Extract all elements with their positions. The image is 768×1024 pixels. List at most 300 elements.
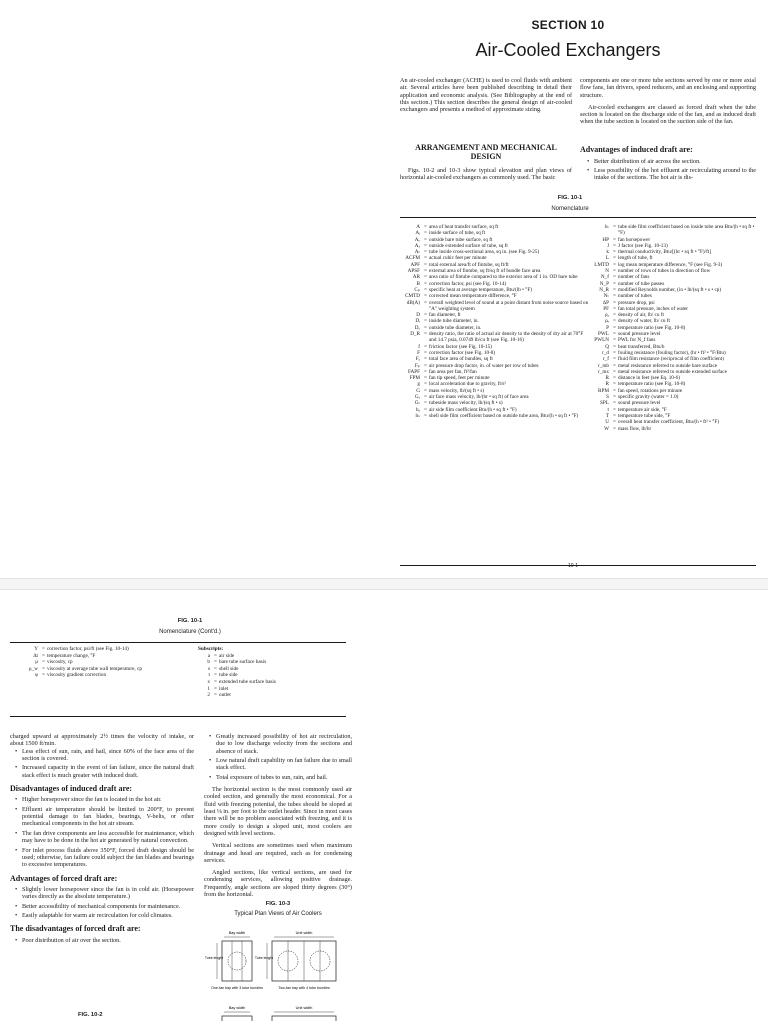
nomenclature-symbol: N_f xyxy=(600,274,609,281)
equals-sign: = xyxy=(613,268,616,275)
equals-sign: = xyxy=(613,419,616,426)
nomenclature-row xyxy=(198,659,346,666)
equals-sign: = xyxy=(613,394,616,401)
nomenclature-definition: mass velocity, lb/(sq ft • s) xyxy=(429,387,485,394)
intro-components-paragraph: components are one or more tube sections served by one or more axial flow fans, fan drivers, speed reducers, and an enclosing and supporting structure. xyxy=(580,77,756,99)
nomenclature-symbol: 2 xyxy=(207,692,210,699)
nomenclature-row xyxy=(10,666,200,673)
nomenclature-symbol: μ_w xyxy=(28,665,38,672)
nomenclature-symbol: F xyxy=(417,349,420,356)
equals-sign: = xyxy=(424,312,427,319)
nomenclature-definition: log mean temperature difference, °F (see Fig. 9-3) xyxy=(618,261,723,268)
nomenclature-definition: shell side film coefficient based on outside tube area, Btu/(h • sq ft • °F) xyxy=(429,412,579,419)
equals-sign: = xyxy=(424,406,427,413)
forced-disadvantages-continued-list xyxy=(204,733,352,781)
nomenclature-row xyxy=(10,659,200,666)
nomenclature-symbol: Dₒ xyxy=(414,324,420,331)
list-item: • Better distribution of air across the section. xyxy=(588,158,756,165)
tube-length-label: Tube length xyxy=(254,956,274,960)
subscripts-block xyxy=(198,646,346,699)
nomenclature-definition: viscosity gradient correction xyxy=(47,672,107,679)
nomenclature-symbol: ΔP xyxy=(602,299,609,306)
nomenclature-definition: metal resistance referred to outside extended surface xyxy=(618,368,727,375)
equals-sign: = xyxy=(424,349,427,356)
nomenclature-definition: temperature air side, °F xyxy=(618,406,667,413)
nomenclature-symbol: μ xyxy=(35,659,38,666)
nomenclature-right-column xyxy=(593,224,756,432)
figure-caption: Nomenclature (Cont'd.) xyxy=(159,629,221,635)
equals-sign: = xyxy=(613,362,616,369)
bay-outline xyxy=(222,941,252,981)
equals-sign: = xyxy=(613,249,616,256)
nomenclature-symbol: RPM xyxy=(598,387,609,394)
nomenclature-definition: extended tube surface basis xyxy=(219,678,276,685)
nomenclature-symbol: f xyxy=(418,343,420,350)
right-text-column xyxy=(204,733,352,898)
nomenclature-definition: density of water, lb/ cu ft xyxy=(618,318,670,325)
nomenclature-symbol: t xyxy=(607,406,609,413)
nomenclature-definition: modified Reynolds number, (in • lb/(sq ft • s • cp) xyxy=(618,286,722,293)
equals-sign: = xyxy=(424,299,427,306)
nomenclature-symbol: N xyxy=(605,268,609,275)
nomenclature-definition: local acceleration due to gravity, ft/s² xyxy=(429,381,506,388)
nomenclature-definition: number of rows of tubes in direction of flow xyxy=(618,268,711,275)
nomenclature-definition: viscosity at average tube wall temperature, cp xyxy=(47,665,142,672)
equals-sign: = xyxy=(214,685,217,692)
equals-sign: = xyxy=(424,381,427,388)
equals-sign: = xyxy=(613,412,616,419)
nomenclature-definition: friction factor (see Fig. 10-15) xyxy=(429,343,492,350)
nomenclature-row xyxy=(198,679,346,686)
nomenclature-symbol: r_mb xyxy=(598,362,609,369)
equals-sign: = xyxy=(613,356,616,363)
induced-disadvantages-list xyxy=(10,796,194,868)
nomenclature-definition: PWL for N_f fans xyxy=(618,337,656,344)
nomenclature-definition: overall weighted level of sound at a point distant from noise source based on "A" weighting system xyxy=(429,299,589,312)
nomenclature-symbol: R xyxy=(605,381,609,388)
nomenclature-definition: fan diameter, ft xyxy=(429,312,461,319)
nomenclature-left-column xyxy=(400,224,591,419)
forced-advantages-list xyxy=(10,886,194,920)
equals-sign: = xyxy=(613,337,616,344)
equals-sign: = xyxy=(613,305,616,312)
nomenclature-definition: sound pressure level xyxy=(618,400,661,407)
nomenclature-symbol: Aₜ xyxy=(414,249,420,256)
nomenclature-symbol: Q xyxy=(605,343,609,350)
equals-sign: = xyxy=(613,280,616,287)
nomenclature-symbol: Nₜ xyxy=(603,293,609,300)
nomenclature-definition: bare tube surface basis xyxy=(219,659,267,666)
nomenclature-definition: air face mass velocity, lb/(hr • sq ft) of face area xyxy=(429,394,529,401)
equals-sign: = xyxy=(42,665,45,672)
nomenclature-row xyxy=(10,653,200,660)
list-item: • Total exposure of tubes to sun, rain, and hail. xyxy=(210,774,352,781)
subscripts-heading: Subscripts: xyxy=(198,646,224,652)
angled-section-paragraph: Angled sections, like vertical sections, are used for condensing services, allowing positive drainage. Frequently, angle sections are sloped thirty degrees (30°) from the horizontal. xyxy=(204,869,352,899)
nomenclature-definition: J factor (see Fig. 10-13) xyxy=(618,242,668,249)
bay-width-label: Bay width xyxy=(228,931,246,935)
equals-sign: = xyxy=(424,375,427,382)
nomenclature-symbol: D xyxy=(416,312,420,319)
equals-sign: = xyxy=(424,230,427,237)
nomenclature-symbol: Aᵢ xyxy=(415,230,420,237)
nomenclature-symbol: b xyxy=(207,659,210,666)
induced-advantages-heading: Advantages of induced draft are: xyxy=(580,145,693,154)
nomenclature-definition: fan total pressure, inches of water xyxy=(618,305,689,312)
bay-width-label: Bay width xyxy=(228,1006,246,1010)
nomenclature-symbol: t xyxy=(208,672,210,679)
nomenclature-definition: tube inside cross-sectional area, sq in. (see Fig. 9-25) xyxy=(429,249,540,256)
nomenclature-symbol: Gₐ xyxy=(414,394,420,401)
equals-sign: = xyxy=(424,236,427,243)
nomenclature-definition: tubeside mass velocity, lb/(sq ft • s) xyxy=(429,400,503,407)
nomenclature-definition: outside bare tube surface, sq ft xyxy=(429,236,493,243)
air-cooler-plan-diagram xyxy=(200,929,356,1021)
nomenclature-definition: correction factor, psi/ft (see Fig. 10-14) xyxy=(47,646,129,652)
nomenclature-definition: metal resistance referred to outside bare surface xyxy=(618,362,718,369)
nomenclature-definition: fouling resistance (fouling factor), (hr • ft² • °F/Btu) xyxy=(618,349,726,356)
nomenclature-symbol: Aₓ xyxy=(414,242,420,249)
nomenclature-row xyxy=(10,646,200,653)
list-item: • Poor distribution of air over the section. xyxy=(16,937,194,944)
nomenclature-symbol: APSF xyxy=(407,268,420,275)
equals-sign: = xyxy=(42,672,45,679)
nomenclature-row xyxy=(400,331,591,344)
nomenclature-definition: actual cubic feet per minute xyxy=(429,255,487,262)
equals-sign: = xyxy=(424,387,427,394)
equals-sign: = xyxy=(214,672,217,679)
nomenclature-symbol: ρₑ xyxy=(605,318,609,325)
nomenclature-definition: correction factor (see Fig. 10-8) xyxy=(429,349,496,356)
equals-sign: = xyxy=(214,678,217,685)
equals-sign: = xyxy=(613,224,616,230)
nomenclature-symbol: k xyxy=(606,249,609,256)
nomenclature-definition: outlet xyxy=(219,692,231,699)
list-item: • The fan drive components are less accessible for maintenance, which may have to be done in the hot air generated by natural convection. xyxy=(16,830,194,845)
nomenclature-symbol: U xyxy=(605,419,609,426)
induced-disadvantages-heading: Disadvantages of induced draft are: xyxy=(10,783,133,793)
nomenclature-symbol: x xyxy=(207,678,210,685)
nomenclature-continued-table xyxy=(10,642,346,717)
nomenclature-definition: viscosity, cp xyxy=(47,659,73,666)
equals-sign: = xyxy=(613,331,616,338)
equals-sign: = xyxy=(424,280,427,287)
equals-sign: = xyxy=(424,318,427,325)
nomenclature-row xyxy=(198,672,346,679)
figure-label: FIG. 10-3 xyxy=(265,901,291,907)
equals-sign: = xyxy=(214,659,217,666)
figure-label: FIG. 10-1 xyxy=(557,195,583,201)
list-item: • Less possibility of the hot effluent air recirculating around to the intake of the sections. The hot air is dis- xyxy=(588,167,756,182)
list-item: • Less effect of sun, rain, and hail, since 60% of the face area of the section is covered. xyxy=(16,748,194,763)
nomenclature-symbol: D_R xyxy=(410,331,420,338)
list-item: • Slightly lower horsepower since the fan is in cold air. (Horsepower varies directly as the absolute temperature.) xyxy=(16,886,194,901)
nomenclature-symbol: Gₜ xyxy=(414,400,420,407)
equals-sign: = xyxy=(42,652,45,659)
equals-sign: = xyxy=(424,412,427,419)
left-text-column xyxy=(10,733,194,946)
figure-caption: Typical Plan Views of Air Coolers xyxy=(234,911,322,917)
equals-sign: = xyxy=(214,652,217,659)
equals-sign: = xyxy=(613,324,616,331)
one-fan-bay xyxy=(205,931,263,990)
equals-sign: = xyxy=(424,394,427,401)
equals-sign: = xyxy=(613,236,616,243)
nomenclature-definition: temperature ratio (see Fig. 10-8) xyxy=(618,381,686,388)
two-fan-bay-caption: Two-fan bay with 4 tube bundles xyxy=(278,986,330,990)
nomenclature-row xyxy=(198,686,346,693)
figure-label: FIG. 10-2 xyxy=(78,1012,103,1018)
nomenclature-definition: sound pressure level xyxy=(618,331,661,338)
nomenclature-definition: pressure drop, psi xyxy=(618,299,655,306)
nomenclature-symbol: Δt xyxy=(33,652,38,659)
nomenclature-symbol: dB(A) xyxy=(406,299,420,306)
nomenclature-row xyxy=(198,692,346,699)
nomenclature-symbol: Cₚ xyxy=(414,286,420,293)
nomenclature-symbol: FAPF xyxy=(407,368,420,375)
nomenclature-definition: total external area/ft of fintube, sq ft/ft xyxy=(429,261,509,268)
nomenclature-symbol: S xyxy=(606,394,609,401)
nomenclature-symbol: P xyxy=(606,324,609,331)
nomenclature-definition: external area of fintube, sq ft/sq ft of bundle face area xyxy=(429,268,541,275)
equals-sign: = xyxy=(424,261,427,268)
equals-sign: = xyxy=(424,343,427,350)
nomenclature-symbol: J xyxy=(606,242,609,249)
page-divider xyxy=(0,578,768,590)
list-item: • Effluent air temperature should be limited to 200°F, to prevent potential damage to fan blades, bearings, V-belts, or other mechanical components in the hot air stream. xyxy=(16,806,194,828)
nomenclature-definition: inside surface of tube, sq ft xyxy=(429,230,486,237)
equals-sign: = xyxy=(613,343,616,350)
nomenclature-definition: air side film coefficient Btu/(h • sq ft • °F) xyxy=(429,406,517,413)
nomenclature-symbol: HP xyxy=(602,236,609,243)
nomenclature-definition: inside tube diameter, in. xyxy=(429,318,479,325)
nomenclature-symbol: g xyxy=(417,381,420,388)
forced-disadvantages-heading: The disadvantages of forced draft are: xyxy=(10,924,141,934)
list-item: • Easily adaptable for warm air recirculation for cold climates. xyxy=(16,912,194,919)
two-fan-bay xyxy=(255,931,336,990)
equals-sign: = xyxy=(424,324,427,331)
equals-sign: = xyxy=(613,318,616,325)
nomenclature-definition: outside extended surface of tube, sq ft xyxy=(429,242,508,249)
fan-outline xyxy=(228,952,246,970)
unit-width-label: Unit width xyxy=(295,931,313,935)
equals-sign: = xyxy=(424,368,427,375)
nomenclature-symbol: B xyxy=(416,280,420,287)
nomenclature-definition: tube side xyxy=(219,672,238,679)
equals-sign: = xyxy=(613,406,616,413)
equals-sign: = xyxy=(424,274,427,281)
nomenclature-definition: density ratio, the ratio of actual air density to the density of dry air at 70°F and 14.7 psia, 0.0749 lb/cu ft (see Fig. 10-16) xyxy=(429,331,584,344)
equals-sign: = xyxy=(424,242,427,249)
list-item: • Low natural draft capability on fan failure due to small stack effect. xyxy=(210,757,352,772)
nomenclature-symbol: G xyxy=(416,387,420,394)
tube-length-label: Tube length xyxy=(204,956,224,960)
vertical-section-paragraph: Vertical sections are sometimes used when maximum drainage and head are required, such as for condensing services. xyxy=(204,842,352,864)
arrangement-heading: ARRANGEMENT AND MECHANICAL DESIGN xyxy=(415,143,557,161)
nomenclature-symbol: L xyxy=(605,255,609,262)
nomenclature-definition: air side xyxy=(219,652,235,659)
equals-sign: = xyxy=(613,400,616,407)
nomenclature-definition: outside tube diameter, in. xyxy=(429,324,482,331)
equals-sign: = xyxy=(424,268,427,275)
nomenclature-definition: number of fans xyxy=(618,274,650,281)
lower-diagram-partial xyxy=(222,1006,336,1021)
nomenclature-definition: corrected mean temperature difference, °F xyxy=(429,293,517,300)
equals-sign: = xyxy=(613,349,616,356)
nomenclature-definition: correction factor, psi (see Fig. 10-14) xyxy=(429,280,507,287)
list-item: • Better accessibility of mechanical components for maintenance. xyxy=(16,903,194,910)
equals-sign: = xyxy=(424,356,427,363)
nomenclature-definition: temperature ratio (see Fig. 10-8) xyxy=(618,324,686,331)
nomenclature-symbol: Fₐ xyxy=(415,356,420,363)
page-10-2 xyxy=(0,590,768,1024)
nomenclature-row xyxy=(10,672,200,679)
intro-right-column xyxy=(580,77,756,126)
nomenclature-symbol: A xyxy=(416,224,420,230)
nomenclature-symbol: ρₐ xyxy=(604,312,609,319)
nomenclature-symbol: r_mx xyxy=(598,368,609,375)
equals-sign: = xyxy=(424,255,427,262)
equals-sign: = xyxy=(424,224,427,230)
equals-sign: = xyxy=(424,286,427,293)
nomenclature-symbol: T xyxy=(605,412,609,419)
equals-sign: = xyxy=(424,362,427,369)
equals-sign: = xyxy=(214,692,217,699)
nomenclature-symbol: hₐ xyxy=(415,406,420,413)
nomenclature-definition: temperature change, °F xyxy=(47,652,96,659)
nomenclature-symbol: Fₚ xyxy=(414,362,420,369)
nomenclature-symbol: SPL xyxy=(600,400,609,407)
equals-sign: = xyxy=(42,659,45,666)
equals-sign: = xyxy=(613,425,616,432)
equals-sign: = xyxy=(424,400,427,407)
nomenclature-row xyxy=(593,426,756,432)
nomenclature-row xyxy=(400,413,591,419)
list-item: • Increased capacity in the event of fan failure, since the natural draft stack effect is much greater with induced draft. xyxy=(16,764,194,779)
nomenclature-symbol: s xyxy=(207,665,210,672)
nomenclature-row xyxy=(593,224,756,237)
nomenclature-symbol: r_d xyxy=(602,349,609,356)
nomenclature-definition: area of heat transfer surface, sq ft xyxy=(429,224,499,230)
intro-paragraph: An air-cooled exchanger (ACHE) is used to cool fluids with ambient air. Several articles have been published describing in detail their application and economic analysis. (See Bibliography at the end of this section.) This section describes the general design of air-cooled exchangers and presents a method of approximate sizing. xyxy=(400,77,572,114)
nomenclature-symbol: R xyxy=(605,375,609,382)
equals-sign: = xyxy=(613,381,616,388)
forced-disadvantages-list xyxy=(10,937,194,944)
nomenclature-definition: fan tip speed, feet per minute xyxy=(429,375,490,382)
nomenclature-definition: temperature tube side, °F xyxy=(618,412,671,419)
subscripts-list xyxy=(198,653,346,699)
nomenclature-definition: area ratio of fintube compared to the exterior area of 1 in. OD bare tube xyxy=(429,274,578,281)
list-item: • For inlet process fluids above 350°F, forced draft design should be used; otherwise, fan failure could subject the fan blades and bearings to excessive temperatures. xyxy=(16,847,194,869)
equals-sign: = xyxy=(613,293,616,300)
nomenclature-symbol: ACFM xyxy=(405,255,420,262)
nomenclature-symbol: LMTD xyxy=(594,261,609,268)
nomenclature-symbol: AR xyxy=(412,274,420,281)
nomenclature-row xyxy=(198,666,346,673)
equals-sign: = xyxy=(42,646,45,652)
equals-sign: = xyxy=(613,255,616,262)
page-number: 10-1 xyxy=(568,563,579,569)
intro-classes-paragraph: Air-cooled exchangers are classed as forced draft when the tube section is located on the discharge side of the fan, and as induced draft when the tube section is located on the suction side of the fan. xyxy=(580,103,756,126)
equals-sign: = xyxy=(424,293,427,300)
equals-sign: = xyxy=(424,331,427,338)
figure-label: FIG. 10-1 xyxy=(177,618,203,624)
nomenclature-table xyxy=(400,217,756,566)
nomenclature-definition: tube side film coefficient based on inside tube area Btu/(h • sq ft • °F) xyxy=(618,224,755,237)
nomenclature-definition: number of tubes xyxy=(618,293,652,300)
nomenclature-symbol: hₜ xyxy=(604,224,609,230)
induced-advantages-list xyxy=(588,158,756,183)
nomenclature-definition: mass flow, lb/hr xyxy=(618,425,652,432)
unit-width-label: Unit width xyxy=(295,1006,313,1010)
nomenclature-symbol: PF xyxy=(603,305,609,312)
nomenclature-definition: specific heat at average temperature, Btu/(lb • °F) xyxy=(429,286,532,293)
nomenclature-symbol: PWLN xyxy=(594,337,609,344)
nomenclature-definition: fan speed, rotations per minute xyxy=(618,387,683,394)
nomenclature-symbol: N_P xyxy=(599,280,609,287)
carryover-paragraph: charged upward at approximately 2½ times the velocity of intake, or about 1500 ft/min. xyxy=(10,733,194,748)
equals-sign: = xyxy=(613,312,616,319)
equals-sign: = xyxy=(613,299,616,306)
nomenclature-definition: total face area of bundles, sq ft xyxy=(429,356,493,363)
nomenclature-symbol: W xyxy=(604,425,609,432)
nomenclature-symbol: PWL xyxy=(598,331,609,338)
nomenclature-symbol: CMTD xyxy=(405,293,420,300)
equals-sign: = xyxy=(424,249,427,256)
nomenclature-symbol: r_f xyxy=(602,356,609,363)
nomenclature-definition: specific gravity (water = 1.0) xyxy=(618,394,679,401)
nomenclature-definition: heat transferred, Btu/h xyxy=(618,343,665,350)
nomenclature-symbol: FPM xyxy=(409,375,420,382)
nomenclature-row xyxy=(400,300,591,313)
nomenclature-symbol: Aₒ xyxy=(414,236,420,243)
horizontal-section-paragraph: The horizontal section is the most commonly used air cooled section, and generally the most economical. For a fluid with freezing potential, the tubes should be sloped at least ⅛ in. per foot to the outlet header. Since in most cases there will be no problem associated with freezing, and it is more costly to design a sloped unit, most coolers are designed with level sections. xyxy=(204,786,352,837)
arrangement-paragraph: Figs. 10-2 and 10-3 show typical elevation and plan views of horizontal air-cooled exchangers as commonly used. The basic xyxy=(400,167,572,182)
nomenclature-continued-left xyxy=(10,646,200,679)
nomenclature-definition: shell side xyxy=(219,665,239,672)
nomenclature-symbol: a xyxy=(207,652,210,659)
equals-sign: = xyxy=(613,387,616,394)
nomenclature-symbol: Dᵢ xyxy=(415,318,420,325)
nomenclature-definition: distance in feet (see Eq. 10-6) xyxy=(618,375,680,382)
nomenclature-definition: length of tube, ft xyxy=(618,255,653,262)
nomenclature-symbol: 1 xyxy=(207,685,210,692)
nomenclature-definition: density of air, lb/ cu ft xyxy=(618,312,664,319)
equals-sign: = xyxy=(613,286,616,293)
nomenclature-definition: inlet xyxy=(219,685,229,692)
nomenclature-definition: fan area per fan, ft²/fan xyxy=(429,368,477,375)
equals-sign: = xyxy=(613,242,616,249)
nomenclature-symbol: φ xyxy=(35,672,38,679)
list-item: • Higher horsepower since the fan is located in the hot air. xyxy=(16,796,194,803)
nomenclature-symbol: APF xyxy=(410,261,420,268)
figure-caption: Nomenclature xyxy=(551,206,589,212)
nomenclature-definition: thermal conductivity, Btu/[(hr • sq ft • °F)/ft] xyxy=(618,249,711,256)
nomenclature-symbol: hₛ xyxy=(415,412,420,419)
equals-sign: = xyxy=(613,261,616,268)
nomenclature-definition: number of tube passes xyxy=(618,280,665,287)
nomenclature-definition: fluid film resistance (reciprocal of film coefficient) xyxy=(618,356,724,363)
one-fan-bay-caption: One-fan bay with 3 tube bundles xyxy=(211,986,263,990)
equals-sign: = xyxy=(613,375,616,382)
nomenclature-definition: overall heat transfer coefficient, Btu/(h • ft² • °F) xyxy=(618,419,719,426)
nomenclature-definition: air pressure drop factor, in. of water per row of tubes xyxy=(429,362,539,369)
list-item: • Greatly increased possibility of hot air recirculation, due to low discharge velocity from the sections and absence of stack. xyxy=(210,733,352,755)
section-title: Air-Cooled Exchangers xyxy=(475,40,661,60)
induced-advantages-continued-list xyxy=(10,748,194,779)
nomenclature-symbol: N_R xyxy=(599,286,609,293)
section-label: SECTION 10 xyxy=(531,18,605,32)
